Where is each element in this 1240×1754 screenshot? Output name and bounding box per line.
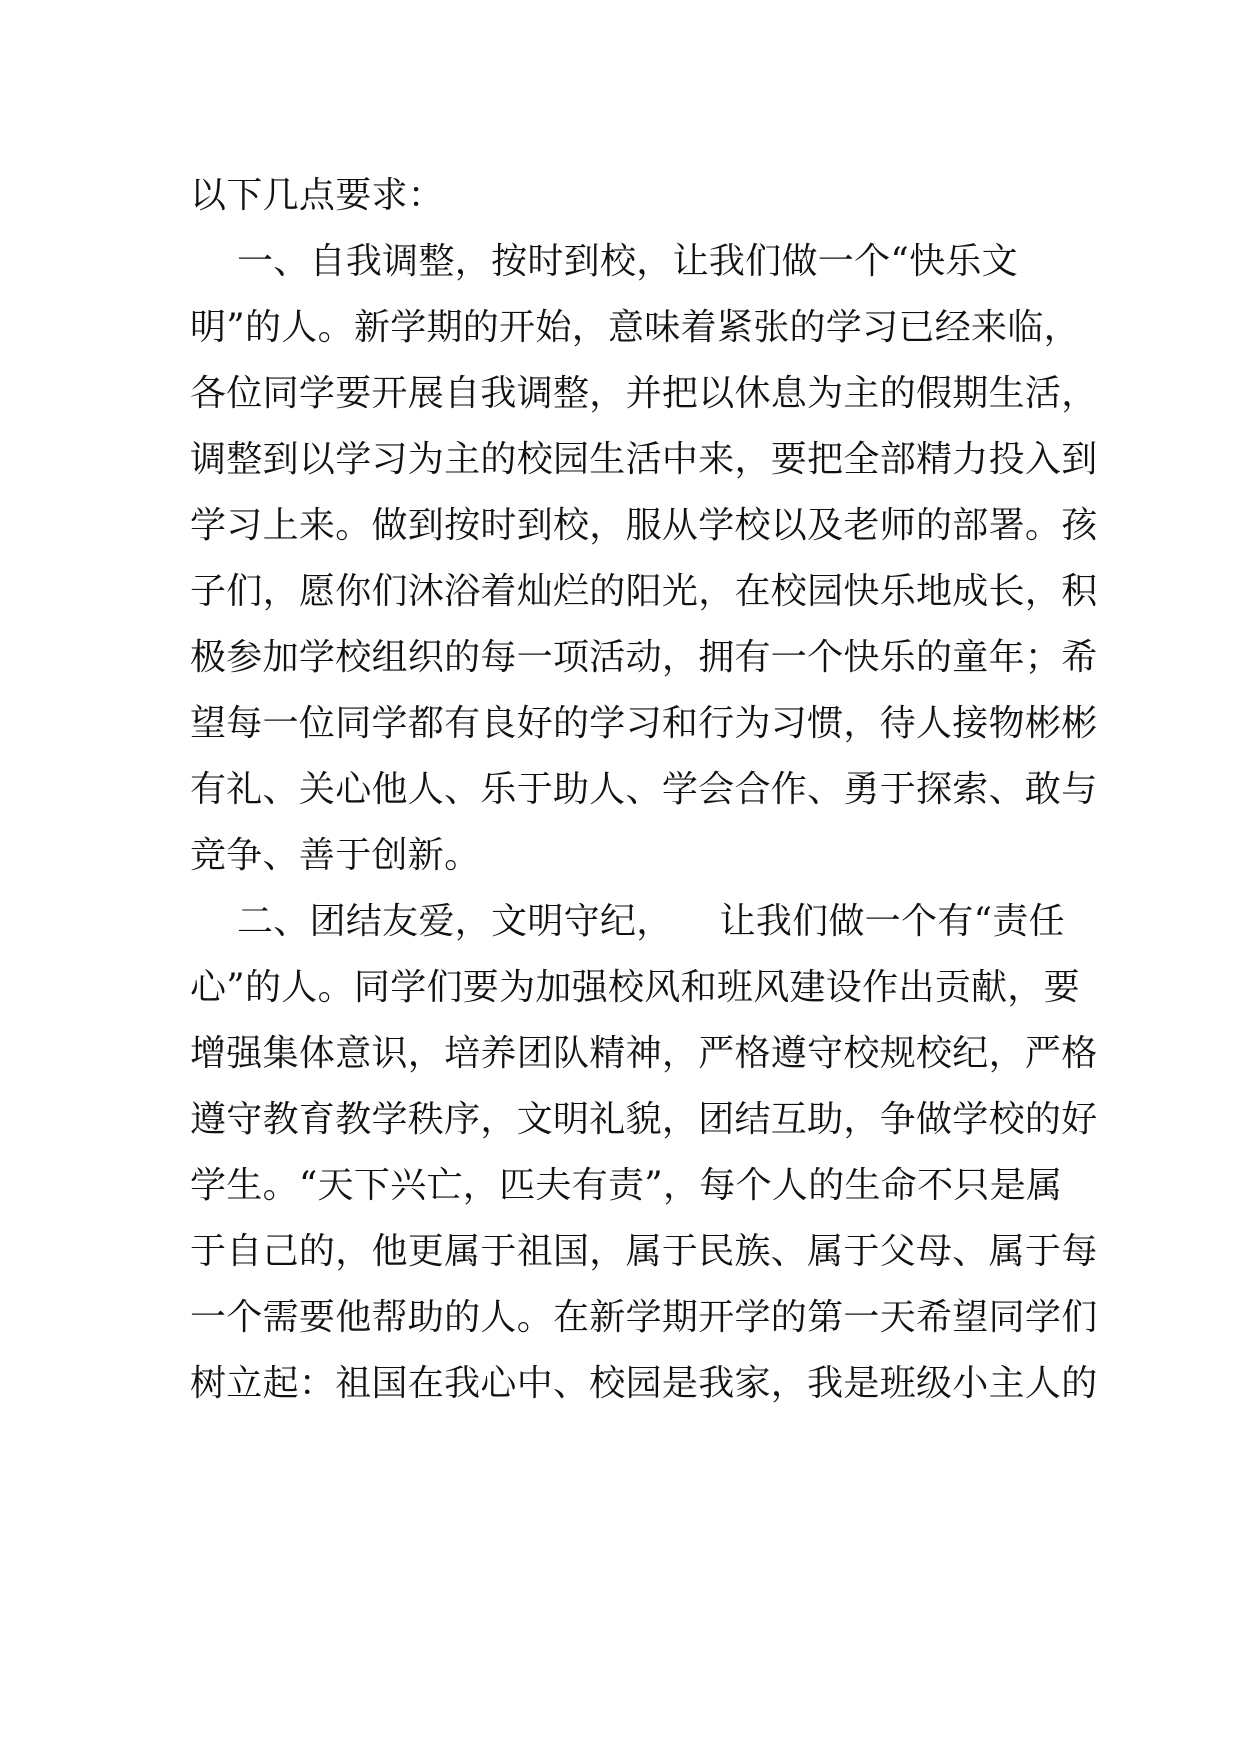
text-line: 望每一位同学都有良好的学习和行为习惯，待人接物彬彬 — [190, 703, 1098, 744]
text-line: 于自己的，他更属于祖国，属于民族、属于父母、属于每 — [190, 1231, 1098, 1272]
text-line: 增强集体意识，培养团队精神，严格遵守校规校纪，严格 — [190, 1033, 1098, 1074]
text-line: 明”的人。新学期的开始，意味着紧张的学习已经来临， — [190, 307, 1080, 348]
text-line: 以下几点要求： — [190, 175, 445, 216]
text-line: 学习上来。做到按时到校，服从学校以及老师的部署。孩 — [190, 505, 1098, 546]
text-line: 各位同学要开展自我调整，并把以休息为主的假期生活， — [190, 373, 1098, 414]
text-line: 极参加学校组织的每一项活动，拥有一个快乐的童年；希 — [190, 637, 1098, 678]
text-line: 树立起：祖国在我心中、校园是我家，我是班级小主人的 — [190, 1363, 1098, 1404]
text-line: 有礼、关心他人、乐于助人、学会合作、勇于探索、敢与 — [190, 769, 1098, 810]
text-line: 一个需要他帮助的人。在新学期开学的第一天希望同学们 — [190, 1297, 1098, 1338]
text-line: 子们，愿你们沐浴着灿烂的阳光，在校园快乐地成长，积 — [190, 571, 1098, 612]
text-line: 学生。“天下兴亡，匹夫有责”，每个人的生命不只是属 — [190, 1165, 1063, 1206]
text-line: 一、自我调整，按时到校，让我们做一个“快乐文 — [190, 241, 1018, 282]
text-line: 二、团结友爱，文明守纪， 让我们做一个有“责任 — [190, 901, 1065, 942]
text-line: 调整到以学习为主的校园生活中来，要把全部精力投入到 — [190, 439, 1098, 480]
text-line: 竞争、善于创新。 — [190, 835, 481, 876]
text-line: 心”的人。同学们要为加强校风和班风建设作出贡献，要 — [190, 967, 1080, 1008]
text-line: 遵守教育教学秩序，文明礼貌，团结互助，争做学校的好 — [190, 1099, 1098, 1140]
